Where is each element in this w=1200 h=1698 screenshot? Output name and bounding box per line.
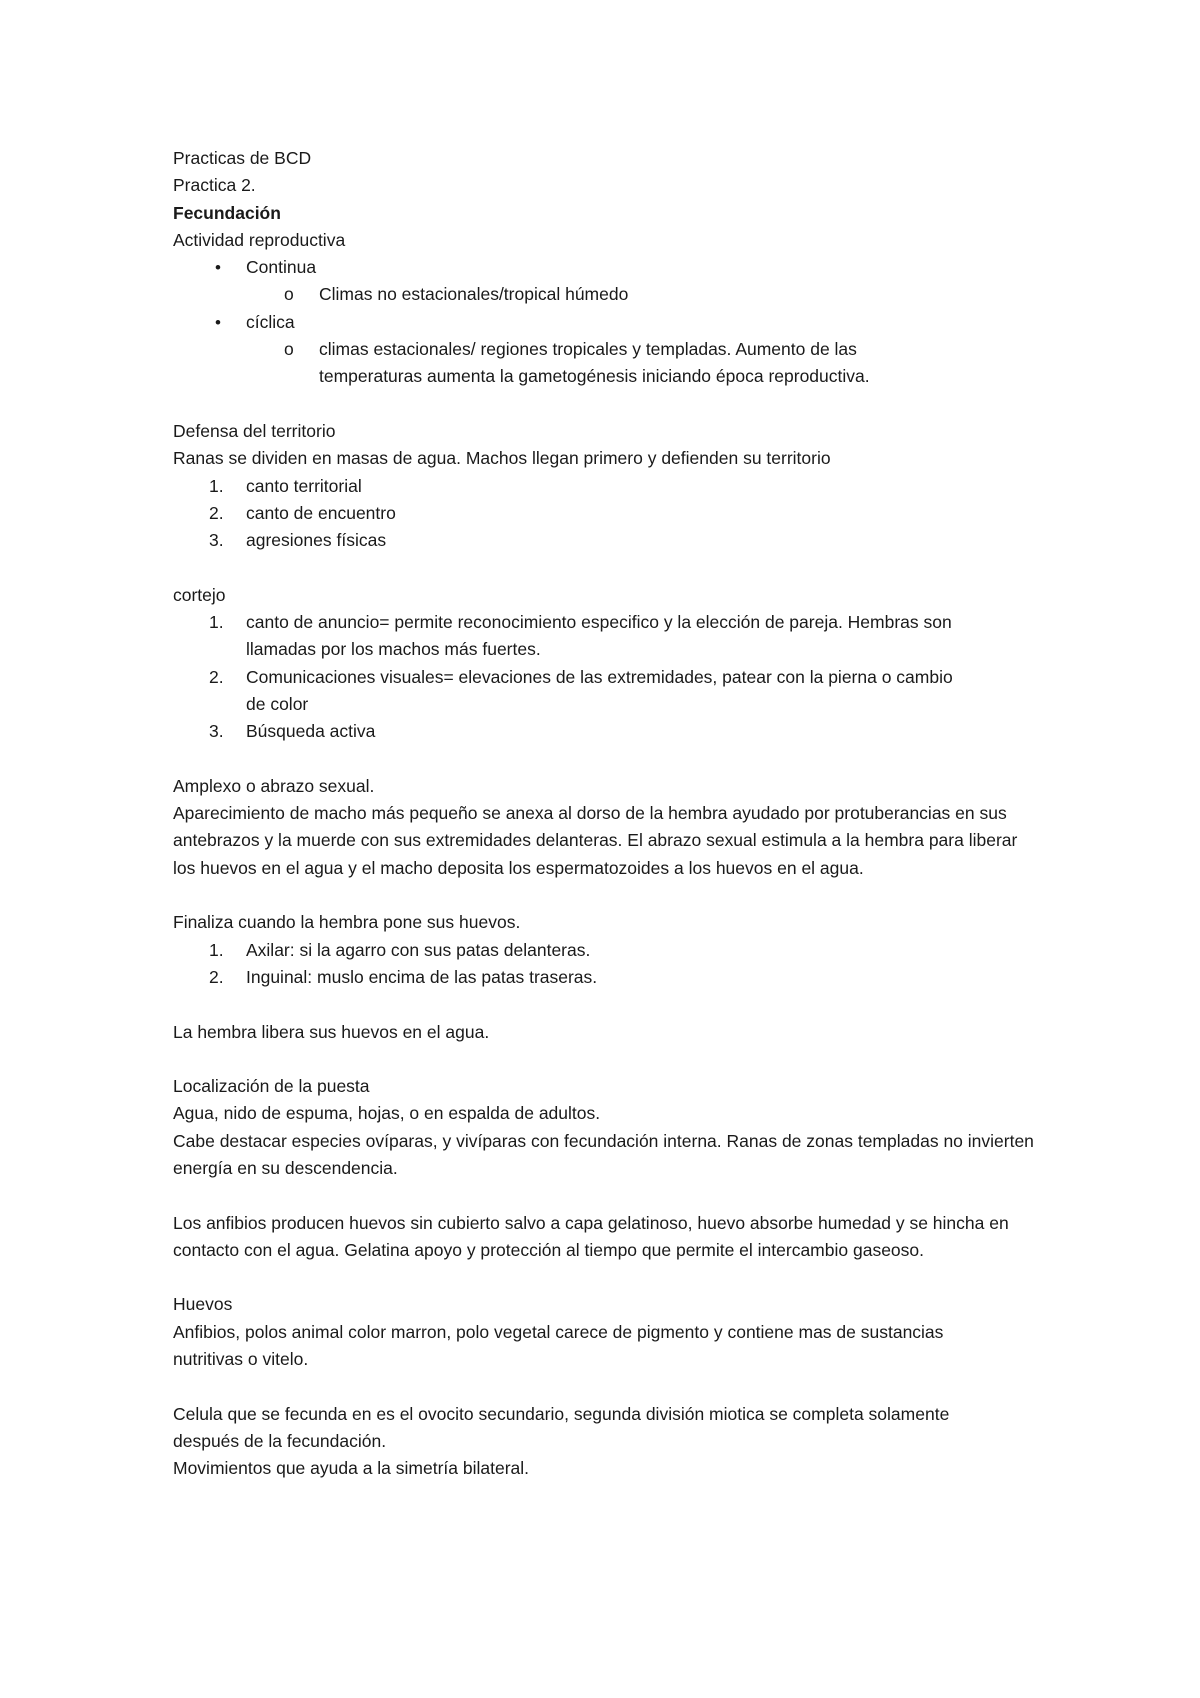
list-item: 1. canto de anuncio= permite reconocimiento especifico y la elección de pareja. Hembras son llamadas por los machos más fuertes. (209, 612, 952, 660)
list-item: 2. Inguinal: muslo encima de las patas traseras. (209, 966, 598, 987)
bullet-continua: • Continua (173, 254, 1053, 281)
anfibios-paragraph: Los anfibios producen huevos sin cubierto salvo a capa gelatinoso, huevo absorbe humedad y se hincha en contacto con el agua. Gelatina apoyo y protección al tiempo que permite el intercambio gaseoso. (173, 1212, 1009, 1260)
huevos-paragraph: Anfibios, polos animal color marron, polo vegetal carece de pigmento y contiene mas de sustancias nutritivas o vitelo. (173, 1321, 944, 1370)
list-item: 2. canto de encuentro (209, 502, 396, 523)
defensa-heading: Defensa del territorio (173, 420, 336, 441)
actividad-heading: Actividad reproductiva (173, 229, 346, 250)
sub-bullet-ciclica: o climas estacionales/ regiones tropicales y templadas. Aumento de las temperaturas aumenta la gametogénesis iniciando época reproductiva. (173, 336, 959, 391)
bullet-ciclica: • cíclica (173, 309, 1053, 336)
amplexo-paragraph: Aparecimiento de macho más pequeño se anexa al dorso de la hembra ayudado por protuberancias en sus antebrazos y la muerde con sus extremidades delanteras. El abrazo sexual estimula a la hembra para liberar los huevos en el agua y el macho deposita los espermatozoides a los huevos en el agua. (173, 803, 1018, 878)
list-item: 3. agresiones físicas (209, 530, 387, 551)
cortejo-heading: cortejo (173, 584, 226, 605)
finaliza-heading: Finaliza cuando la hembra pone sus huevos. (173, 912, 521, 933)
document-body (173, 145, 1053, 1483)
sub-bullet-continua: o Climas no estacionales/tropical húmedo (173, 281, 1053, 308)
amplexo-heading: Amplexo o abrazo sexual. (173, 775, 375, 796)
list-item: 1. canto territorial (209, 475, 362, 496)
huevos-heading: Huevos (173, 1294, 233, 1315)
defensa-intro: Ranas se dividen en masas de agua. Machos llegan primero y defienden su territorio (173, 448, 831, 469)
doc-subtitle: Practica 2. (173, 175, 256, 196)
localizacion-line1: Agua, nido de espuma, hojas, o en espalda de adultos. (173, 1103, 601, 1124)
list-item: 1. Axilar: si la agarro con sus patas delanteras. (209, 939, 591, 960)
finaliza-closing: La hembra libera sus huevos en el agua. (173, 1021, 490, 1042)
doc-title: Practicas de BCD (173, 148, 312, 168)
celula-paragraph: Celula que se fecunda en es el ovocito secundario, segunda división miotica se completa solamente después de la fecundación. (173, 1403, 950, 1451)
localizacion-line2: Cabe destacar especies ovíparas, y vivíparas con fecundación interna. Ranas de zonas templadas no invierten energía en su descendencia. (173, 1130, 1034, 1178)
movimientos-line: Movimientos que ayuda a la simetría bilateral. (173, 1458, 530, 1479)
localizacion-heading: Localización de la puesta (173, 1076, 370, 1097)
section-heading: Fecundación (173, 202, 281, 223)
list-item: 2. Comunicaciones visuales= elevaciones de las extremidades, patear con la pierna o cambio de color (209, 666, 953, 714)
list-item: 3. Búsqueda activa (209, 721, 376, 742)
